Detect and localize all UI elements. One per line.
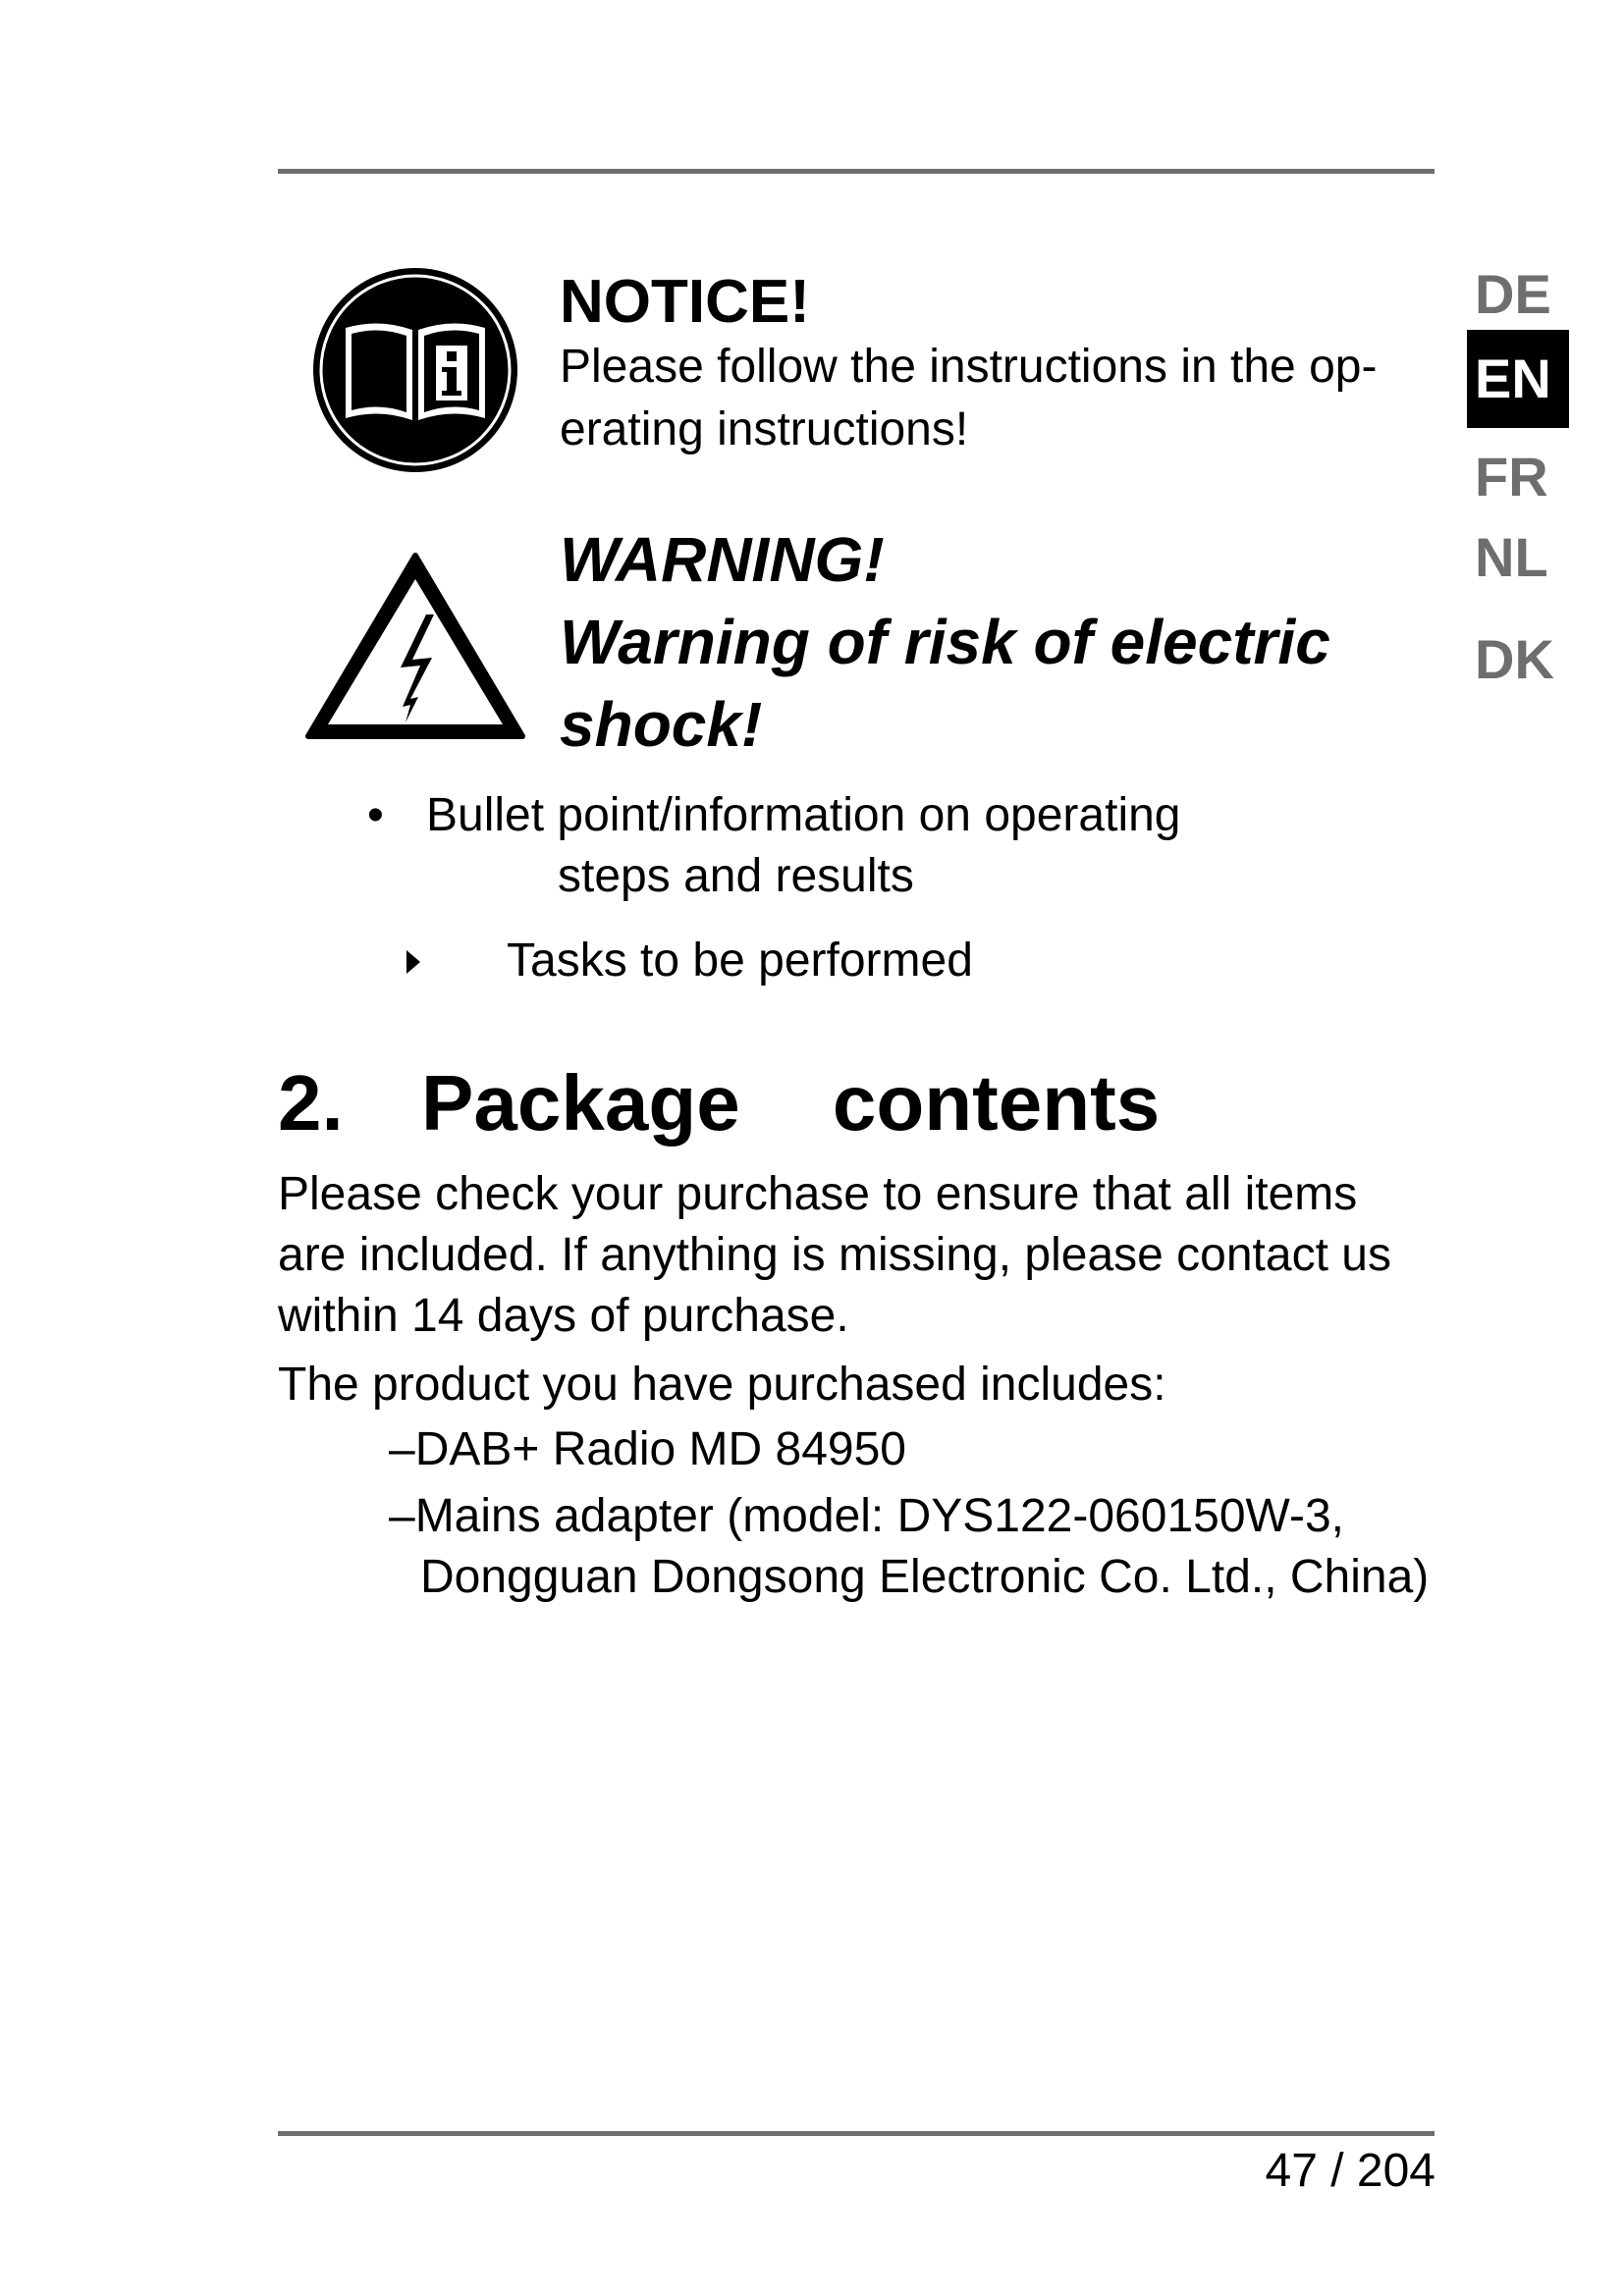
package-contents-list xyxy=(389,1419,1449,1614)
bullet-text-line2: steps and results xyxy=(558,850,914,902)
notice-text-line1: Please follow the instructions in the op- xyxy=(560,341,1378,393)
warning-title-line3: shock! xyxy=(560,689,763,760)
bullet-symbol: • xyxy=(367,789,384,841)
lang-tab-en[interactable]: EN xyxy=(1467,330,1569,428)
lang-tab-fr[interactable]: FR xyxy=(1475,446,1548,507)
top-rule xyxy=(278,169,1435,174)
info-book-icon xyxy=(310,265,520,475)
intro-line3: within 14 days of purchase. xyxy=(278,1290,849,1342)
warning-title-line1: WARNING! xyxy=(560,524,885,595)
intro-line1: Please check your purchase to ensure that all items xyxy=(278,1168,1358,1220)
notice-text xyxy=(560,336,1404,461)
task-text: Tasks to be performed xyxy=(507,934,973,987)
bottom-rule xyxy=(278,2131,1435,2136)
section-number: 2. xyxy=(278,1059,344,1147)
lang-tab-nl[interactable]: NL xyxy=(1475,526,1548,588)
lang-tab-dk[interactable]: DK xyxy=(1475,628,1554,690)
list-item-line2: Dongguan Dongsong Electronic Co. Ltd., China) xyxy=(420,1551,1430,1603)
warning-title xyxy=(560,518,1404,766)
list-item-line1: –Mains adapter (model: DYS122-060150W-3, xyxy=(389,1490,1344,1542)
electric-shock-warning-icon xyxy=(304,550,526,742)
notice-text-line2: erating instructions! xyxy=(560,403,969,455)
intro-paragraph xyxy=(278,1164,1436,1347)
bullet-text xyxy=(426,785,1192,907)
list-item xyxy=(389,1419,1449,1480)
notice-title: NOTICE! xyxy=(560,268,810,336)
lang-tab-de[interactable]: DE xyxy=(1475,263,1551,325)
section-title: Package contents xyxy=(421,1059,1161,1147)
bullet-text-line1: Bullet point/information on operating xyxy=(426,789,1181,841)
list-item xyxy=(389,1486,1449,1608)
page-number: 47 / 204 xyxy=(1265,2145,1435,2197)
list-item-line1: –DAB+ Radio MD 84950 xyxy=(389,1423,906,1475)
triangle-right-icon xyxy=(406,950,420,974)
intro-line2: are included. If anything is missing, please contact us xyxy=(278,1229,1391,1281)
warning-title-line2: Warning of risk of electric xyxy=(560,607,1330,677)
includes-paragraph: The product you have purchased includes: xyxy=(278,1359,1166,1411)
